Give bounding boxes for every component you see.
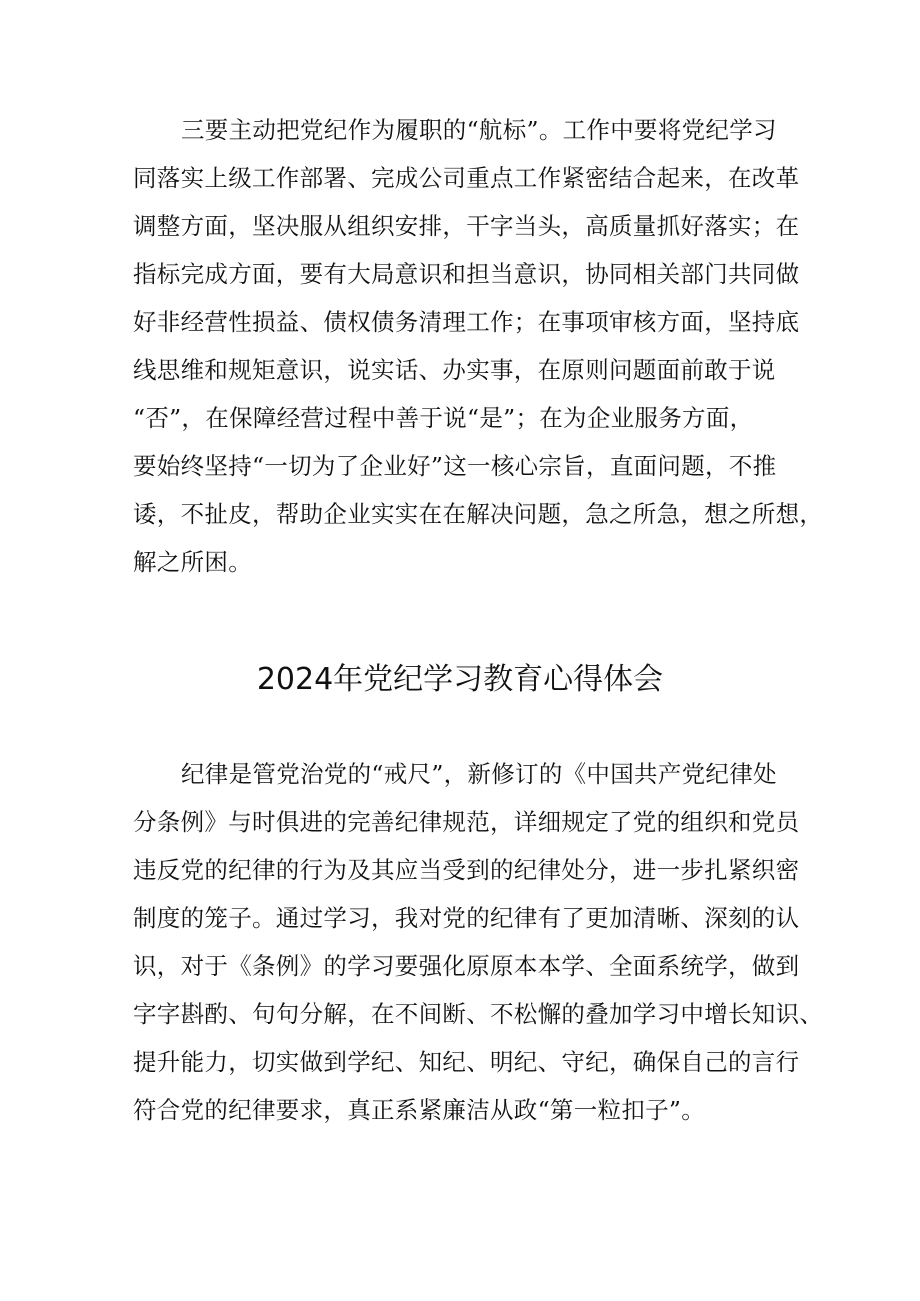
paragraph-line: 线思维和规矩意识，说实话、办实事，在原则问题面前敢于说: [133, 356, 776, 384]
paragraph-line: “否”，在保障经营过程中善于说“是”；在为企业服务方面，: [133, 404, 754, 432]
paragraph-line: 解之所困。: [133, 548, 252, 576]
paragraph-line: 要始终坚持“一切为了企业好”这一核心宗旨，直面问题，不推: [133, 452, 777, 480]
paragraph-line: 违反党的纪律的行为及其应当受到的纪律处分，进一步扎紧织密: [133, 856, 800, 884]
paragraph-line: 识，对于《条例》的学习要强化原原本本学、全面系统学，做到: [133, 952, 800, 980]
paragraph-line: 字字斟酌、句句分解，在不间断、不松懈的叠加学习中增长知识、: [133, 1000, 824, 1028]
paragraph-line: 三要主动把党纪作为履职的“航标”。工作中要将党纪学习: [181, 116, 777, 144]
paragraph-line: 调整方面，坚决服从组织安排，干字当头，高质量抓好落实；在: [133, 212, 800, 240]
paragraph-line: 指标完成方面，要有大局意识和担当意识，协同相关部门共同做: [133, 260, 800, 288]
paragraph-line: 同落实上级工作部署、完成公司重点工作紧密结合起来，在改革: [133, 164, 800, 192]
paragraph-line: 纪律是管党治党的“戒尺”，新修订的《中国共产党纪律处: [181, 760, 777, 788]
paragraph-line: 符合党的纪律要求，真正系紧廉洁从政“第一粒扣子”。: [133, 1096, 706, 1124]
paragraph-line: 好非经营性损益、债权债务清理工作；在事项审核方面，坚持底: [133, 308, 800, 336]
paragraph-line: 分条例》与时俱进的完善纪律规范，详细规定了党的组织和党员: [133, 808, 800, 836]
paragraph-line: 制度的笼子。通过学习，我对党的纪律有了更加清晰、深刻的认: [133, 904, 800, 932]
paragraph-line: 诿，不扯皮，帮助企业实实在在解决问题，急之所急，想之所想，: [133, 500, 824, 528]
section-title: 2024年党纪学习教育心得体会: [256, 662, 664, 697]
paragraph-line: 提升能力，切实做到学纪、知纪、明纪、守纪，确保自己的言行: [133, 1048, 800, 1076]
